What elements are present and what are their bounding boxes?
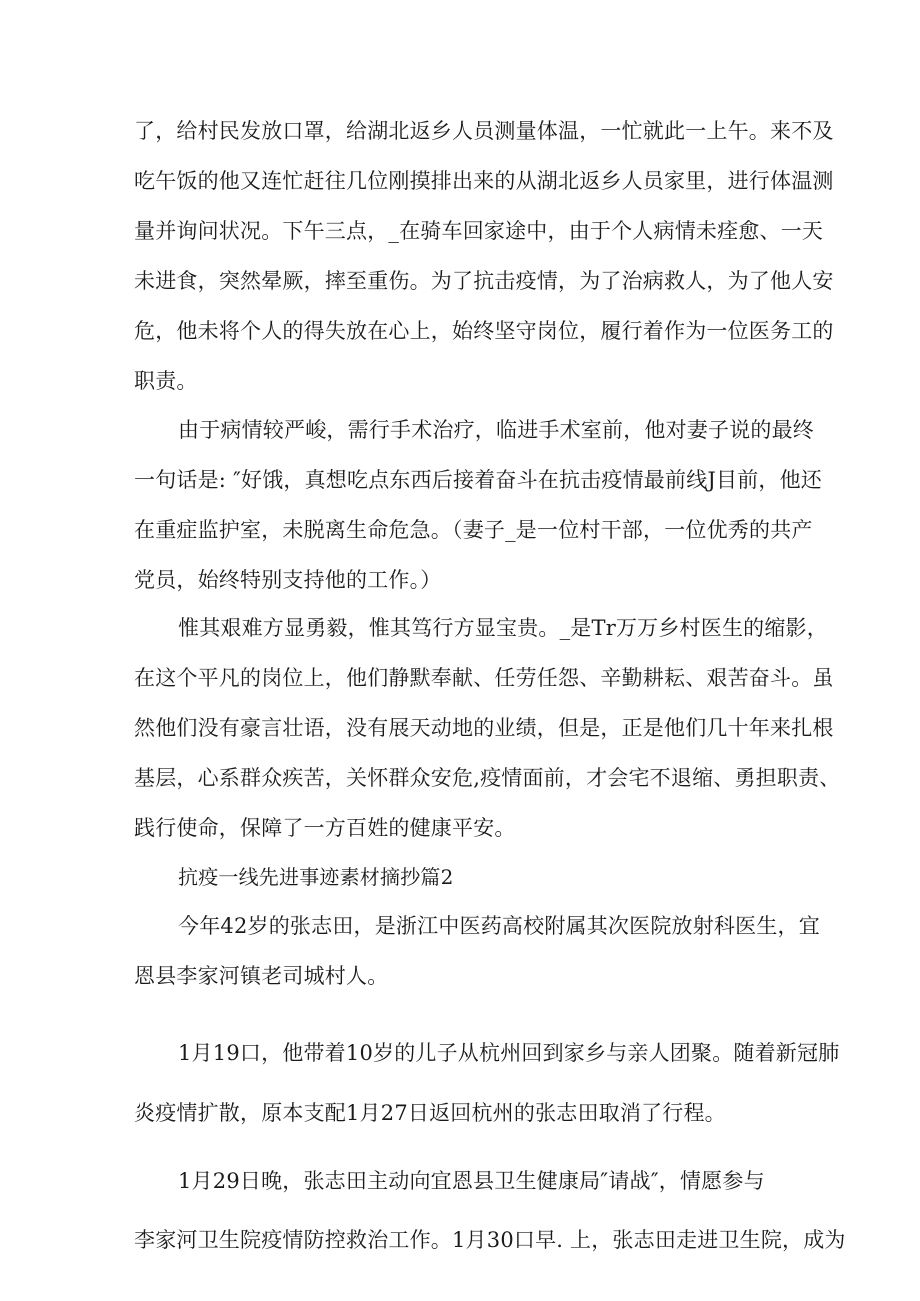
- section-heading: 抗疫一线先进事迹素材摘抄篇2: [178, 865, 454, 889]
- text-line: 量并询问状况。下午三点，_在骑车回家途中，由于个人病情未痊愈、一天: [134, 219, 824, 243]
- text-line: 在这个平凡的岗位上，他们静默奉献、任劳任怨、辛勤耕耘、艰苦奋斗。虽: [134, 666, 834, 690]
- text-line: 在重症监护室，未脱离生命危急。（妻子_是一位村干部，一位优秀的共产: [134, 518, 813, 542]
- text-line: 一句话是: ″好饿，真想吃点东西后接着奋斗在抗击疫情最前线J目前，他还: [134, 468, 823, 492]
- text-line: 未进食，突然晕厥，摔至重伤。为了抗击疫情，为了治病救人，为了他人安: [134, 269, 834, 293]
- text-line: 了，给村民发放口罩，给湖北返乡人员测量体温，一忙就此一上午。来不及: [134, 119, 834, 143]
- text-line: 危，他未将个人的得失放在心上，始终坚守岗位，履行着作为一位医务工的: [134, 319, 834, 343]
- text-line: 吃午饭的他又连忙赶往几位刚摸排出来的从湖北返乡人员家里，进行体温测: [134, 169, 834, 193]
- text-line: 恩县李家河镇老司城村人。: [134, 964, 389, 988]
- text-line: 惟其艰难方显勇毅，惟其笃行方显宝贵。_是Tr万万乡村医生的缩影，: [178, 616, 828, 640]
- text-line: 基层，心系群众疾苦，关怀群众安危,疫情面前，才会宅不退缩、勇担职责、: [134, 766, 841, 790]
- text-line: 今年42岁的张志田，是浙江中医药高校附属其次医院放射科医生，宜: [178, 914, 820, 938]
- text-line: 践行使命，保障了一方百姓的健康平安。: [134, 816, 516, 840]
- text-line: 1月29日晚，张志田主动向宜恩县卫生健康局″请战″，情愿参与: [178, 1169, 765, 1193]
- text-line: 然他们没有豪言壮语，没有展天动地的业绩，但是，正是他们几十年来扎根: [134, 716, 834, 740]
- text-line: 职责。: [134, 369, 198, 393]
- text-line: 1月19口，他带着10岁的儿子从杭州回到家乡与亲人团聚。随着新冠肺: [178, 1041, 840, 1065]
- text-line: 炎疫情扩散，原本支配1月27日返回杭州的张志田取消了行程。: [134, 1101, 726, 1125]
- text-line: 由于病情较严峻，需行手术治疗，临进手术室前，他对妻子说的最终: [178, 418, 814, 442]
- text-line: 党员，始终特别支持他的工作。）: [134, 568, 442, 592]
- text-line: 李家河卫生院疫情防控救治工作。1月30口早. 上，张志田走进卫生院，成为: [134, 1228, 846, 1252]
